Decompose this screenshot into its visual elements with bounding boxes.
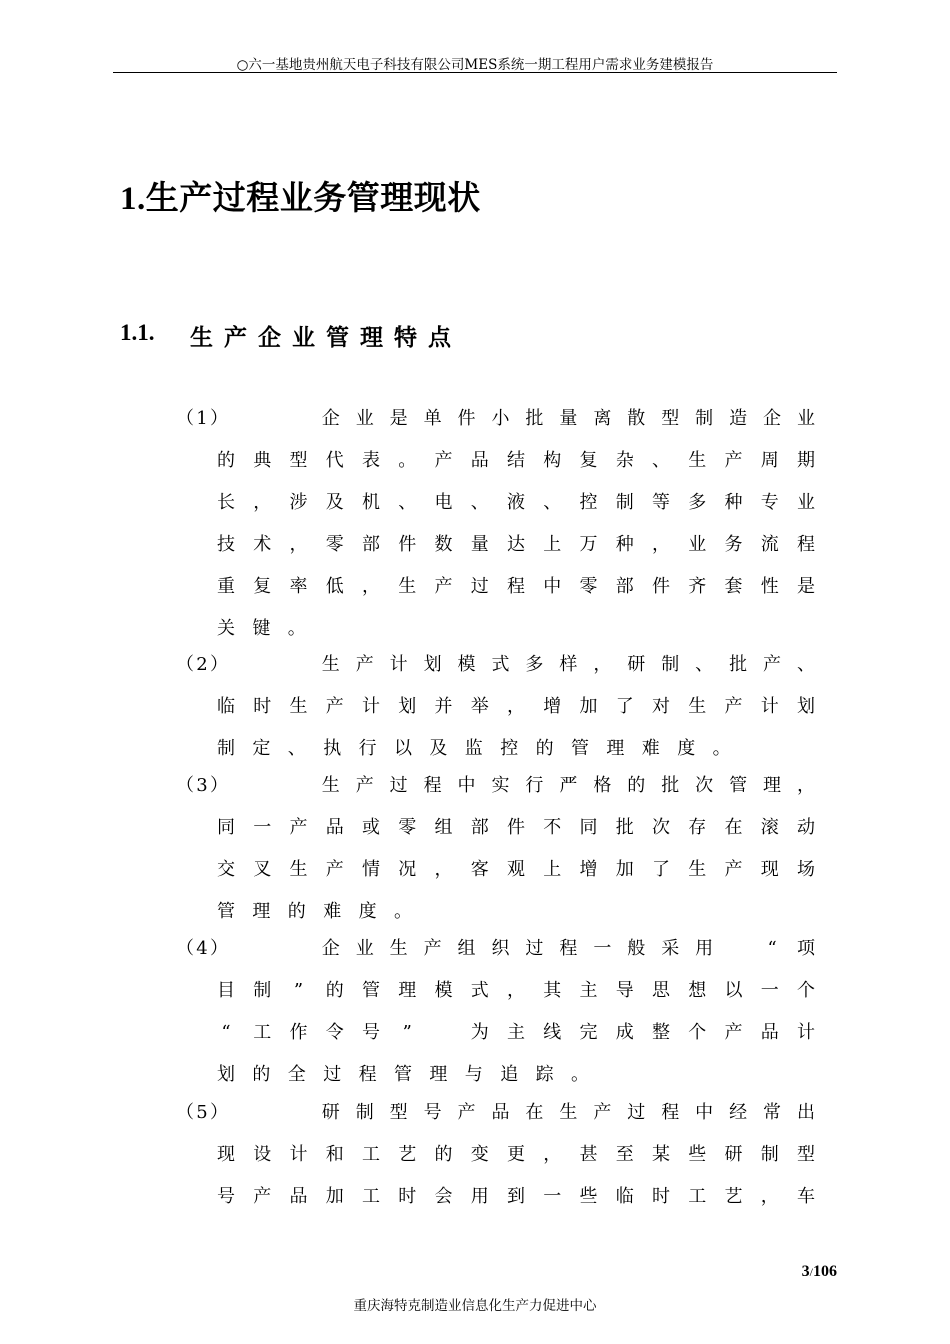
page-current: 3 <box>801 1263 810 1280</box>
paragraph-line: （ 1 ） 企 业 是 单 件 小 批 量 离 散 型 制 造 企 业 <box>176 408 815 429</box>
paragraph-line: 关 键 。 <box>217 618 306 639</box>
paragraph-line: 的 典 型 代 表 。 产 品 结 构 复 杂 、 生 产 周 期 <box>217 450 815 471</box>
page-number <box>780 1263 837 1281</box>
paragraph-line: （ 5 ） 研 制 型 号 产 品 在 生 产 过 程 中 经 常 出 <box>176 1102 815 1123</box>
paragraph-line: 技 术 ， 零 部 件 数 量 达 上 万 种 ， 业 务 流 程 <box>217 534 815 555</box>
paragraph-line: 长 ， 涉 及 机 、 电 、 液 、 控 制 等 多 种 专 业 <box>217 492 815 513</box>
paragraph-line: 重 复 率 低 ， 生 产 过 程 中 零 部 件 齐 套 性 是 <box>217 576 815 597</box>
paragraph-line: 号 产 品 加 工 时 会 用 到 一 些 临 时 工 艺 ， 车 <box>217 1186 815 1207</box>
paragraph-line: 制 定 、 执 行 以 及 监 控 的 管 理 难 度 。 <box>217 738 731 759</box>
heading-2 <box>120 319 462 351</box>
paragraph-line: “ 工 作 令 号 ” 为 主 线 完 成 整 个 产 品 计 <box>221 1022 815 1043</box>
paragraph-line: 交 叉 生 产 情 况 ， 客 观 上 增 加 了 生 产 现 场 <box>217 859 815 880</box>
paragraph-line: 管 理 的 难 度 。 <box>217 901 412 922</box>
page-separator: / <box>809 1265 813 1279</box>
paragraph-line: （ 2 ） 生 产 计 划 模 式 多 样 ， 研 制 、 批 产 、 <box>176 654 815 675</box>
heading-1 <box>120 172 481 219</box>
paragraph-line: （ 4 ） 企 业 生 产 组 织 过 程 一 般 采 用 “ 项 <box>176 938 815 959</box>
heading-2-title: 生产企业管理特点 <box>190 324 462 351</box>
paragraph-line: 现 设 计 和 工 艺 的 变 更 ， 甚 至 某 些 研 制 型 <box>217 1144 815 1165</box>
page-total: 106 <box>813 1263 837 1280</box>
footer-organization: 重庆海特克制造业信息化生产力促进中心 <box>353 1298 597 1314</box>
heading-1-title: 生产过程业务管理现状 <box>145 178 481 217</box>
paragraph-line: 划 的 全 过 程 管 理 与 追 踪 。 <box>217 1064 589 1085</box>
header-divider <box>113 72 837 73</box>
paragraph-line: 目 制 ” 的 管 理 模 式 ， 其 主 导 思 想 以 一 个 <box>217 980 815 1001</box>
page-header: ○六一基地贵州航天电子科技有限公司MES系统一期工程用户需求业务建模报告 <box>236 57 714 73</box>
heading-1-number: 1. <box>120 181 146 217</box>
paragraph-line: （ 3 ） 生 产 过 程 中 实 行 严 格 的 批 次 管 理 ， <box>176 775 815 796</box>
paragraph-line: 临 时 生 产 计 划 并 举 ， 增 加 了 对 生 产 计 划 <box>217 696 815 717</box>
heading-2-number: 1.1. <box>120 320 155 345</box>
paragraph-line: 同 一 产 品 或 零 组 部 件 不 同 批 次 存 在 滚 动 <box>217 817 815 838</box>
